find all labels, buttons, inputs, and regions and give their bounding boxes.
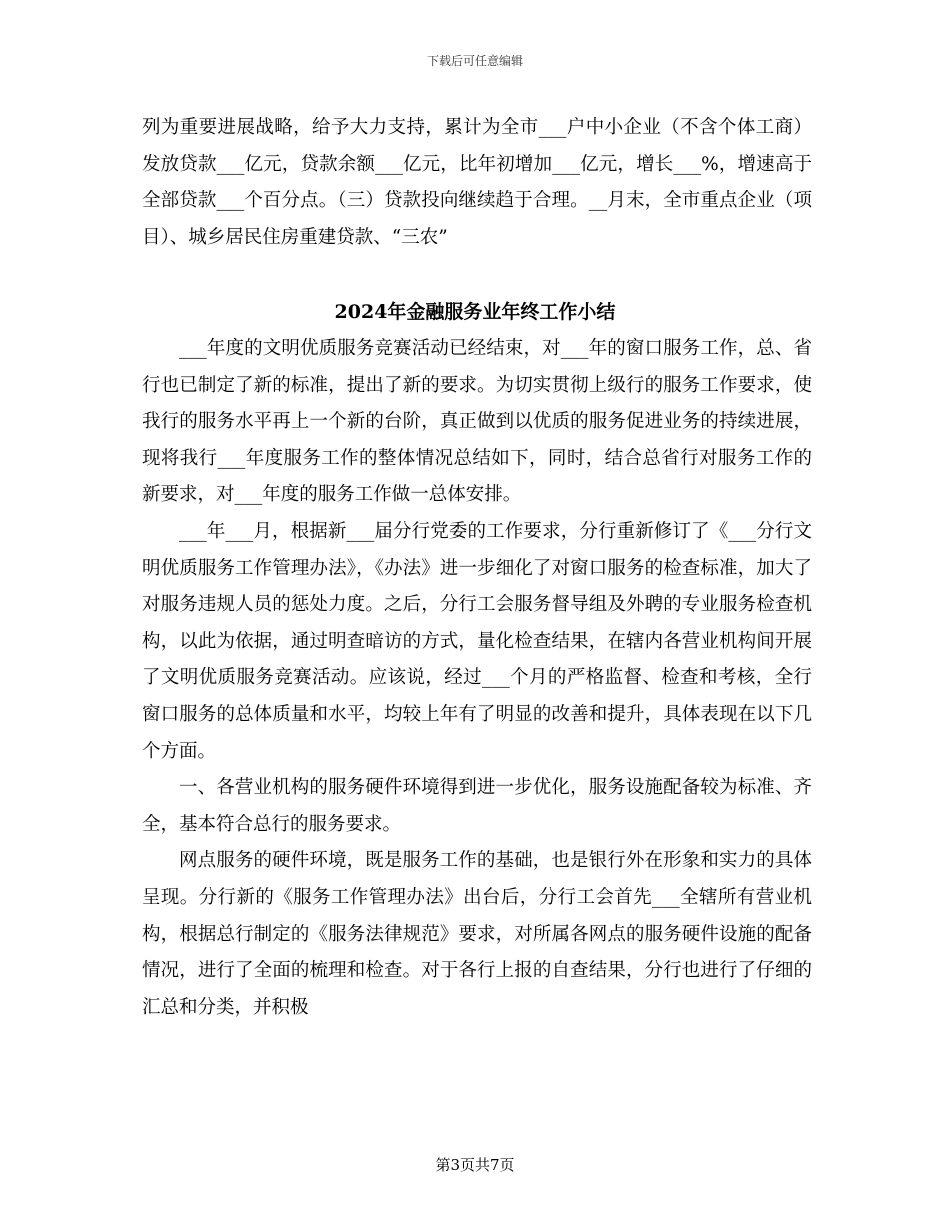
intro-text	[142, 110, 812, 256]
intro-paragraph: 列为重要进展战略，给予大力支持，累计为全市___户中小企业（不含个体工商）发放贷款___亿元，贷款余额___亿元，比年初增加___亿元，增长___%，增速高于全部贷款___个百分点。（三）贷款投向继续趋于合理。__月末，全市重点企业（项目）、城乡居民住房重建贷款、“三农”	[142, 117, 812, 248]
document-title: 2024年金融服务业年终工作小结	[334, 301, 616, 323]
page-number: 第3页共7页	[435, 1156, 515, 1174]
body-paragraph: ___年度的文明优质服务竞赛活动已经结束，对___年的窗口服务工作，总、省行也已制定了新的标准，提出了新的要求。为切实贯彻上级行的服务工作要求，使我行的服务水平再上一个新的台阶，真正做到以优质的服务促进业务的持续进展，现将我行___年度服务工作的整体情况总结如下，同时，结合总省行对服务工作的新要求，对___年度的服务工作做一总体安排。	[142, 338, 812, 506]
body-paragraph: 网点服务的硬件环境，既是服务工作的基础，也是银行外在形象和实力的具体呈现。分行新的《服务工作管理办法》出台后，分行工会首先___全辖所有营业机构，根据总行制定的《服务法律规范》要求，对所属各网点的服务硬件设施的配备情况，进行了全面的梳理和检查。对于各行上报的自查结果，分行也进行了仔细的汇总和分类，并积极	[142, 850, 812, 1018]
body-paragraph: ___年___月，根据新___届分行党委的工作要求，分行重新修订了《___分行文明优质服务工作管理办法》，《办法》进一步细化了对窗口服务的检查标准，加大了对服务违规人员的惩处力度。之后，分行工会服务督导组及外聘的专业服务检查机构，以此为依据，通过明查暗访的方式，量化检查结果，在辖内各营业机构间开展了文明优质服务竞赛活动。应该说，经过___个月的严格监督、检查和考核，全行窗口服务的总体质量和水平，均较上年有了明显的改善和提升，具体表现在以下几个方面。	[142, 520, 812, 762]
header-note: 下载后可任意编辑	[426, 54, 523, 68]
document-body	[142, 331, 812, 1026]
body-paragraph: 一、各营业机构的服务硬件环境得到进一步优化，服务设施配备较为标准、齐全，基本符合总行的服务要求。	[142, 777, 812, 835]
